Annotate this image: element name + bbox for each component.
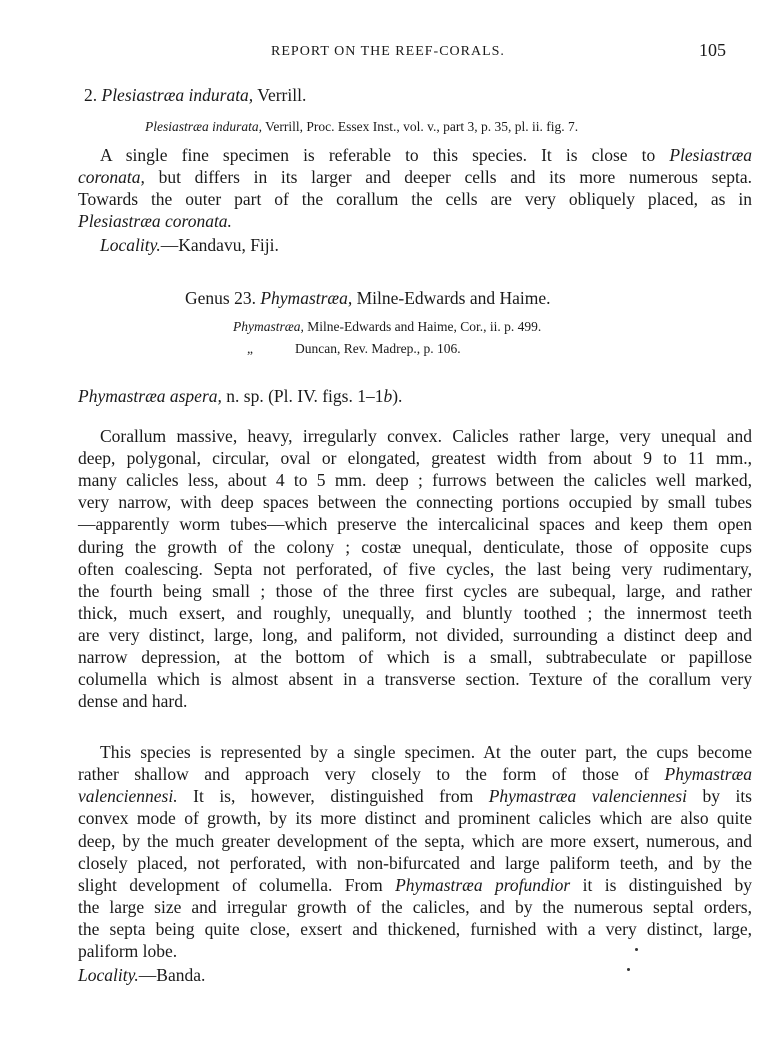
text-segment: are very distinct, large, long, and paliform, not divided, surrounding a distinct deep and xyxy=(78,625,752,645)
text-segment: thick, much exsert, and roughly, unequally, and bluntly toothed ; the innermost teeth xyxy=(78,603,752,623)
text-segment: A single fine specimen is referable to this species. It is close to xyxy=(100,145,670,165)
text-segment: deep, by the much greater development of the septa, which are more exsert, numerous, and xyxy=(78,831,752,851)
italic-text: Phymastræa xyxy=(664,764,752,784)
text-line xyxy=(78,558,752,580)
italic-text: Phymastræa, xyxy=(260,288,353,308)
text-line xyxy=(78,852,752,874)
text-segment: dense and hard. xyxy=(78,691,188,711)
text-segment: the septa being quite close, exsert and thickened, furnished with a very distinct, large, xyxy=(78,919,752,939)
text-line xyxy=(78,469,752,491)
italic-text: Phymastræa valenciennesi xyxy=(488,786,687,806)
text-segment: many calicles less, about 4 to 5 mm. deep ; furrows between the calicles well marked, xyxy=(78,470,752,490)
text-line xyxy=(78,188,752,210)
text-line xyxy=(78,668,752,690)
text-segment: Milne-Edwards and Haime. xyxy=(352,288,551,308)
text-line xyxy=(78,785,752,807)
italic-text: Plesiastræa indurata, xyxy=(101,85,254,105)
text-segment: Milne-Edwards and Haime, Cor., ii. p. 499. xyxy=(303,319,542,334)
italic-text: Locality. xyxy=(78,965,139,985)
text-line xyxy=(78,536,752,558)
text-segment: 2. xyxy=(84,85,102,105)
text-line xyxy=(78,874,752,896)
text-segment: „ xyxy=(247,341,253,356)
italic-text: Phymastræa profundior xyxy=(395,875,571,895)
text-line xyxy=(78,513,752,535)
text-line xyxy=(185,287,551,309)
text-line xyxy=(78,646,752,668)
italic-text: Phymastræa, xyxy=(233,319,304,334)
text-line xyxy=(100,234,279,256)
italic-text: Plesiastræa coronata. xyxy=(78,211,232,231)
text-line xyxy=(100,144,752,166)
italic-text: Plesiastræa indurata, xyxy=(145,119,263,134)
text-line xyxy=(78,602,752,624)
text-line xyxy=(145,116,578,138)
text-segment: Genus 23. xyxy=(185,288,261,308)
text-segment: Corallum massive, heavy, irregularly convex. Calicles rather large, very unequal and xyxy=(100,426,752,446)
text-segment: —Kandavu, Fiji. xyxy=(160,235,279,255)
text-line xyxy=(100,425,752,447)
text-segment: often coalescing. Septa not perforated, of five cycles, the last being very rudimentary, xyxy=(78,559,752,579)
text-segment: paliform lobe. xyxy=(78,941,178,961)
text-line xyxy=(78,896,752,918)
text-line xyxy=(295,338,461,360)
text-segment: very narrow, with deep spaces between the connecting portions occupied by small tubes xyxy=(78,492,752,512)
text-segment: deep, polygonal, circular, oval or elongated, greatest width from about 9 to 11 mm., xyxy=(78,448,752,468)
text-line xyxy=(78,624,752,646)
speck xyxy=(627,968,630,971)
text-segment: Verrill. xyxy=(253,85,307,105)
text-line xyxy=(100,741,752,763)
text-segment: slight development of columella. From xyxy=(78,875,396,895)
text-segment: Duncan, Rev. Madrep., p. 106. xyxy=(295,341,461,356)
text-line xyxy=(233,316,541,338)
text-segment: columella which is almost absent in a transverse section. Texture of the corallum very xyxy=(78,669,752,689)
text-line xyxy=(78,940,177,962)
text-segment: the large size and irregular growth of the calicles, and by the numerous septal orders, xyxy=(78,897,752,917)
italic-text: Plesiastræa xyxy=(669,145,752,165)
text-line xyxy=(78,807,752,829)
page-number: 105 xyxy=(699,40,726,60)
text-segment: convex mode of growth, by its more distinct and prominent calicles which are also quite xyxy=(78,808,752,828)
text-segment: during the growth of the colony ; costæ unequal, denticulate, those of opposite cups xyxy=(78,537,752,557)
text-segment: Verrill, Proc. Essex Inst., vol. v., part 3, p. 35, pl. ii. fig. 7. xyxy=(262,119,579,134)
text-line xyxy=(78,580,752,602)
text-segment: This species is represented by a single specimen. At the outer part, the cups become xyxy=(100,742,752,762)
text-line xyxy=(78,210,232,232)
text-line xyxy=(78,763,752,785)
text-line xyxy=(78,447,752,469)
text-segment: —apparently worm tubes—which preserve the intercalicinal spaces and keep them open xyxy=(78,514,752,534)
text-line xyxy=(78,830,752,852)
text-segment: but differs in its larger and deeper cells and its more numerous septa. xyxy=(144,167,752,187)
text-line xyxy=(84,84,306,106)
italic-text: b xyxy=(383,386,393,406)
running-header: REPORT ON THE REEF-CORALS. xyxy=(271,44,505,59)
text-segment: n. sp. (Pl. IV. figs. 1–1 xyxy=(221,386,384,406)
text-segment: closely placed, not perforated, with non-bifurcated and large paliform teeth, and by the xyxy=(78,853,752,873)
italic-text: Phymastræa aspera, xyxy=(78,386,222,406)
text-segment: narrow depression, at the bottom of which is a small, subtrabeculate or papillose xyxy=(78,647,752,667)
text-line xyxy=(78,166,752,188)
text-segment: Towards the outer part of the corallum the cells are very obliquely placed, as in xyxy=(78,189,752,209)
italic-text: Locality. xyxy=(100,235,161,255)
speck xyxy=(635,948,638,951)
text-segment: ). xyxy=(392,386,403,406)
text-line xyxy=(78,690,187,712)
text-segment: it is distinguished by xyxy=(570,875,752,895)
text-line xyxy=(78,964,205,986)
text-line xyxy=(78,918,752,940)
text-segment: the fourth being small ; those of the three first cycles are subequal, large, and rather xyxy=(78,581,752,601)
text-line xyxy=(78,385,402,407)
italic-text: valenciennesi. xyxy=(78,786,178,806)
text-segment: It is, however, distinguished from xyxy=(177,786,489,806)
text-line xyxy=(78,491,752,513)
italic-text: coronata, xyxy=(78,167,145,187)
text-segment: rather shallow and approach very closely to the form of those of xyxy=(78,764,665,784)
text-segment: —Banda. xyxy=(138,965,206,985)
text-segment: by its xyxy=(686,786,752,806)
text-line xyxy=(247,338,253,360)
